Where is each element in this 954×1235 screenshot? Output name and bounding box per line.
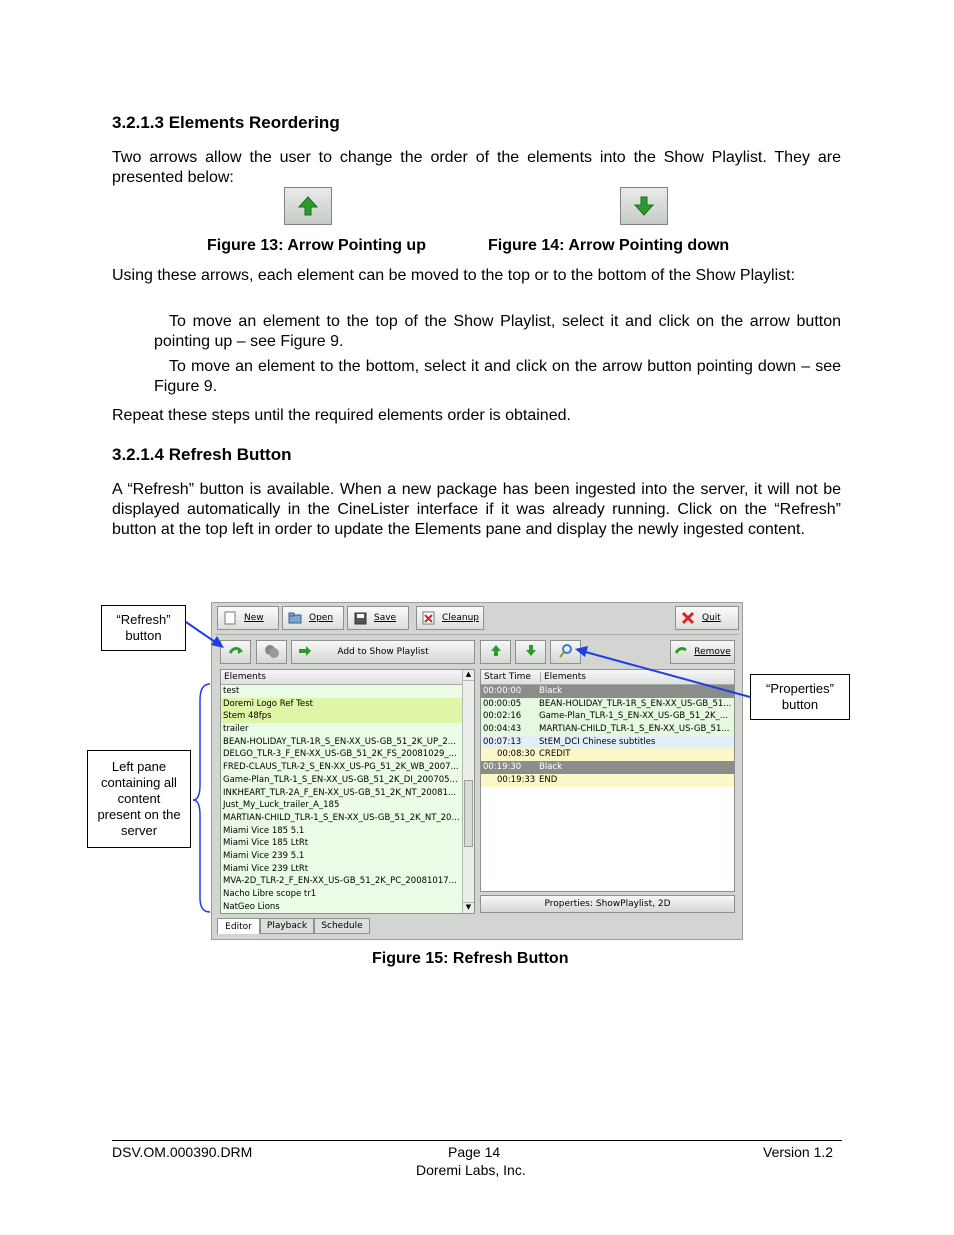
properties-callout-arrow xyxy=(575,646,750,697)
figure-15-caption: Figure 15: Refresh Button xyxy=(372,950,569,967)
start-time-cell: 00:00:00 xyxy=(483,686,522,696)
properties-callout: “Properties” button xyxy=(750,674,850,720)
open-label: Open xyxy=(309,613,334,623)
footer-version: Version 1.2 xyxy=(763,1144,834,1160)
start-time-cell: 00:19:33 xyxy=(497,774,536,785)
footer-doc-id: DSV.OM.000390.DRM xyxy=(112,1144,253,1160)
left-pane-callout: Left pane containing all content present on the server xyxy=(87,750,191,848)
list-item[interactable]: MARTIAN-CHILD_TLR-1_S_EN-XX_US-GB_51_2K_NT_20... xyxy=(223,812,460,823)
element-name-cell: END xyxy=(539,774,558,785)
list-item[interactable]: Game-Plan_TLR-1_S_EN-XX_US-GB_51_2K_DI_200705... xyxy=(223,774,458,785)
element-name-cell: Black xyxy=(539,762,562,773)
list-item[interactable]: DELGO_TLR-3_F_EN-XX_US-GB_51_2K_FS_20081029_... xyxy=(223,749,457,760)
start-time-cell: 00:04:43 xyxy=(483,724,522,735)
bullet-move-bottom: To move an element to the bottom, select it and click on the arrow button pointing down – see Figure 9. xyxy=(154,358,841,395)
list-item[interactable]: Miami Vice 239 LtRt xyxy=(223,863,309,874)
element-name-cell: CREDIT xyxy=(539,749,571,760)
list-item[interactable]: INKHEART_TLR-2A_F_EN-XX_US-GB_51_2K_NT_20081... xyxy=(223,787,457,798)
bullet-move-top: To move an element to the top of the Show Playlist, select it and click on the arrow button pointing up – see Figure 9. xyxy=(154,313,841,350)
properties-bar[interactable]: Properties: ShowPlaylist, 2D xyxy=(480,895,735,913)
list-item[interactable]: Doremi Logo Ref Test xyxy=(221,698,463,711)
remove-label: Remove xyxy=(694,647,731,657)
footer-rule xyxy=(112,1140,842,1141)
refresh-callout-arrow xyxy=(186,622,224,648)
save-label: Save xyxy=(374,613,397,623)
list-item[interactable]: MVA-2D_TLR-2_F_EN-XX_US-GB_51_2K_PC_20081017... xyxy=(223,876,457,887)
tab-playback[interactable]: Playback xyxy=(260,918,314,934)
list-item[interactable]: Stem 48fps xyxy=(221,710,463,723)
playlist-elements-header[interactable]: Elements xyxy=(544,672,586,682)
tab-editor[interactable]: Editor xyxy=(217,918,260,934)
start-time-cell: 00:19:30 xyxy=(483,762,522,773)
repeat-paragraph: Repeat these steps until the required elements order is obtained. xyxy=(112,407,571,424)
list-item[interactable]: Nacho Libre scope tr1 xyxy=(223,889,317,899)
quit-label: Quit xyxy=(702,613,721,623)
new-label: New xyxy=(244,613,264,623)
scroll-down-arrow-icon[interactable]: ▼ xyxy=(463,902,474,913)
scroll-up-arrow-icon[interactable]: ▲ xyxy=(463,670,474,681)
refresh-paragraph: A “Refresh” button is available. When a new package has been ingested into the server, it will not be displayed automatically in the CineLister interface if it was already running. Click on the “Refresh” button at the top left in order to update the Elements pane and display the newly ingested content. xyxy=(112,481,841,538)
list-item[interactable]: BEAN-HOLIDAY_TLR-1R_S_EN-XX_US-GB_51_2K_UP_2... xyxy=(223,736,456,747)
element-name-cell: Game-Plan_TLR-1_S_EN-XX_US-GB_51_2K_... xyxy=(539,711,728,722)
list-item[interactable]: Miami Vice 185 5.1 xyxy=(223,825,305,836)
start-time-cell: 00:07:13 xyxy=(483,736,522,747)
tab-schedule[interactable]: Schedule xyxy=(314,918,370,934)
refresh-callout: “Refresh” button xyxy=(101,605,186,651)
footer-company: Doremi Labs, Inc. xyxy=(416,1162,526,1178)
list-item[interactable]: trailer xyxy=(223,724,249,735)
element-name-cell: Black xyxy=(539,686,562,696)
list-item[interactable]: Miami Vice 185 LtRt xyxy=(223,838,309,849)
list-item[interactable]: Just_My_Luck_trailer_A_185 xyxy=(223,800,340,811)
list-item[interactable]: FRED-CLAUS_TLR-2_S_EN-XX_US-PG_51_2K_WB_2007... xyxy=(223,762,459,773)
footer-page-number: Page 14 xyxy=(448,1144,501,1160)
section-heading-refresh: 3.2.1.4 Refresh Button xyxy=(112,445,292,464)
figure-13-caption: Figure 13: Arrow Pointing up xyxy=(207,237,426,254)
start-time-cell: 00:08:30 xyxy=(497,749,536,760)
start-time-cell: 00:02:16 xyxy=(483,711,522,722)
section-heading-reordering: 3.2.1.3 Elements Reordering xyxy=(112,113,340,132)
list-item[interactable]: test xyxy=(223,686,240,696)
list-item[interactable]: NatGeo Lions xyxy=(223,901,280,912)
start-time-cell: 00:00:05 xyxy=(483,698,522,709)
element-name-cell: StEM_DCI Chinese subtitles xyxy=(539,736,656,747)
left-pane-brace xyxy=(193,684,210,912)
element-name-cell: BEAN-HOLIDAY_TLR-1R_S_EN-XX_US-GB_51... xyxy=(539,698,732,709)
figure-14-caption: Figure 14: Arrow Pointing down xyxy=(488,237,730,254)
intro-paragraph: Two arrows allow the user to change the order of the elements into the Show Playlist. They are presented below: xyxy=(112,149,841,186)
element-name-cell: MARTIAN-CHILD_TLR-1_S_EN-XX_US-GB_51... xyxy=(539,724,730,735)
cleanup-label: Cleanup xyxy=(442,613,479,623)
add-to-show-playlist-label: Add to Show Playlist xyxy=(337,647,429,657)
elements-column-header[interactable]: Elements xyxy=(221,670,463,685)
start-time-header[interactable]: Start Time xyxy=(481,672,541,682)
list-item[interactable]: Miami Vice 239 5.1 xyxy=(223,850,305,861)
usage-paragraph: Using these arrows, each element can be moved to the top or to the bottom of the Show Playlist: xyxy=(112,267,796,284)
